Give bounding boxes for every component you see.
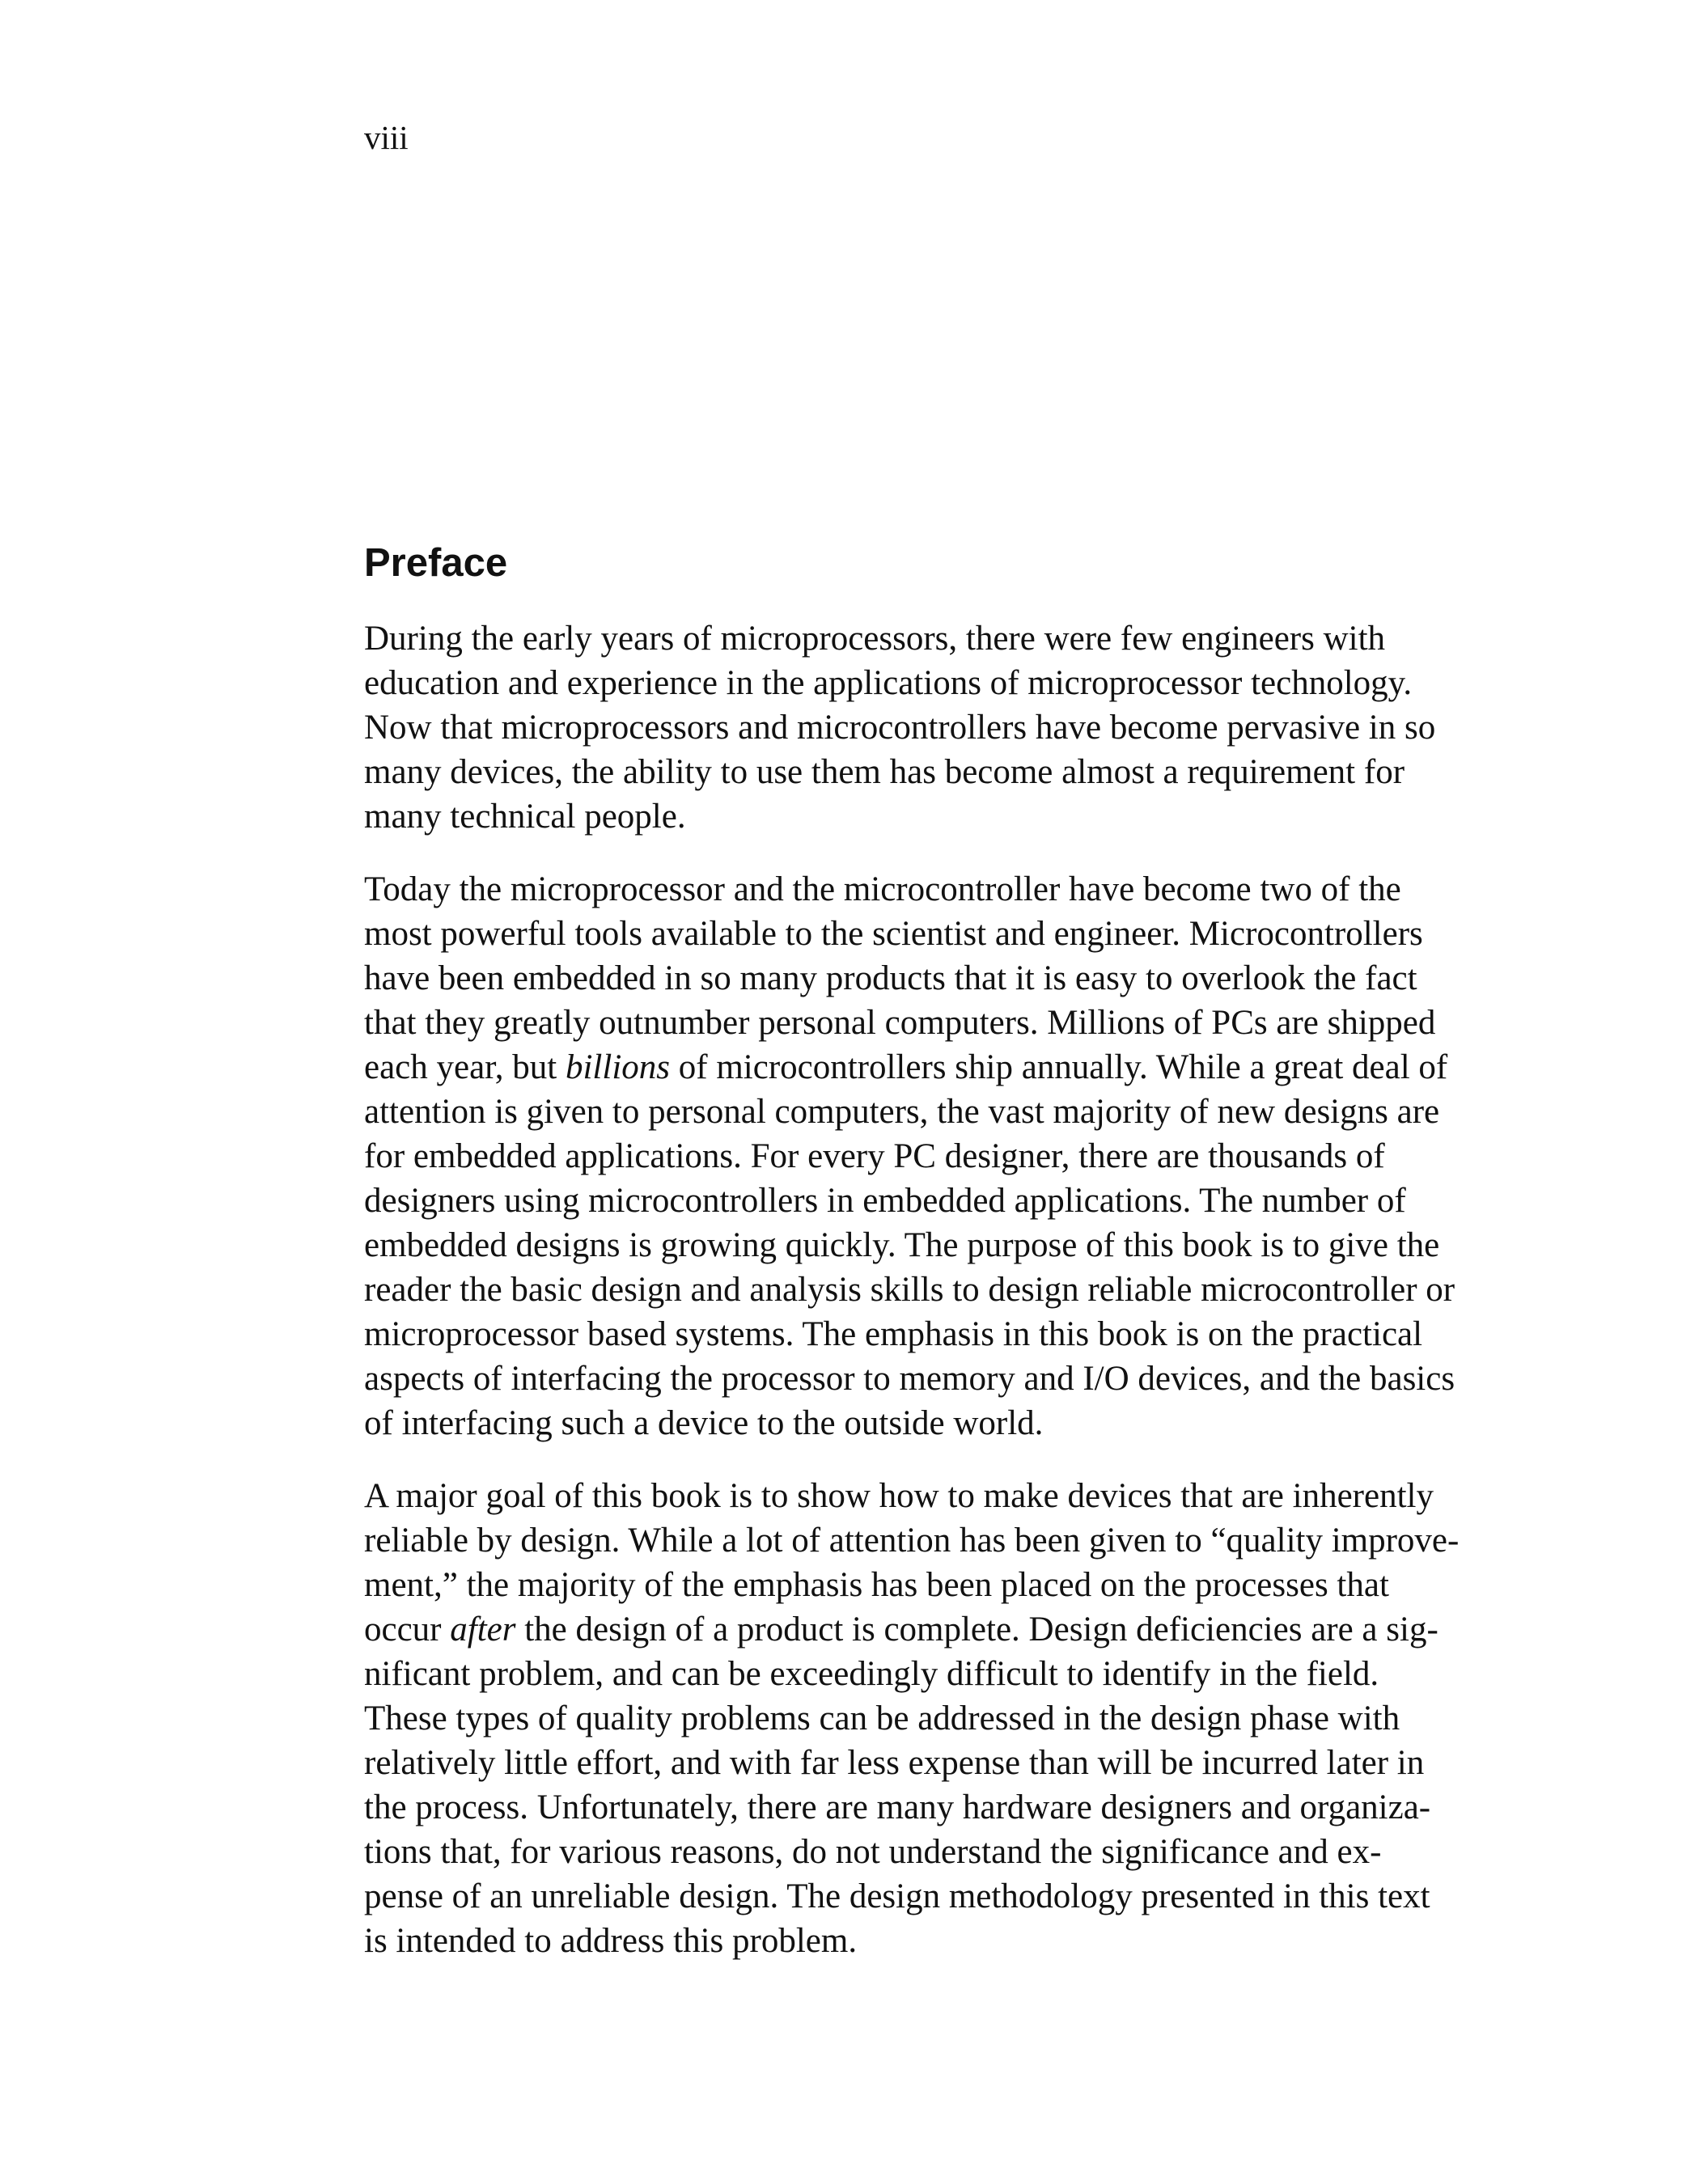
text-line: Today the microprocessor and the microcontroller have become two of the	[364, 870, 1401, 908]
emphasis-text: after	[450, 1610, 516, 1649]
text-line: During the early years of microprocessors, there were few engineers with	[364, 620, 1386, 658]
text-line: is intended to address this problem.	[364, 1922, 858, 1960]
text-line: education and experience in the applications of microprocessor technology.	[364, 664, 1413, 702]
page-number: viii	[364, 119, 409, 156]
text-line: These types of quality problems can be addressed in the design phase with	[364, 1699, 1400, 1737]
text-line: occur after the design of a product is complete. Design deficiencies are a sig-	[364, 1610, 1438, 1649]
text-line: designers using microcontrollers in embedded applications. The number of	[364, 1182, 1406, 1220]
text-line: each year, but billions of microcontrollers ship annually. While a great deal of	[364, 1048, 1448, 1086]
text-line: Now that microprocessors and microcontrollers have become pervasive in so	[364, 709, 1436, 747]
text-line: that they greatly outnumber personal computers. Millions of PCs are shipped	[364, 1004, 1436, 1042]
paragraph	[364, 616, 1513, 839]
section-title: Preface	[364, 541, 508, 585]
text-line: attention is given to personal computers, the vast majority of new designs are	[364, 1093, 1440, 1131]
text-line: pense of an unreliable design. The design methodology presented in this text	[364, 1877, 1430, 1915]
emphasis-text: billions	[565, 1048, 671, 1086]
text-line: ment,” the majority of the emphasis has been placed on the processes that	[364, 1566, 1389, 1604]
paragraph	[364, 867, 1513, 1445]
text-line: A major goal of this book is to show how to make devices that are inherently	[364, 1477, 1434, 1515]
text-line: tions that, for various reasons, do not understand the significance and ex-	[364, 1833, 1382, 1871]
text-line: have been embedded in so many products that it is easy to overlook the fact	[364, 959, 1417, 997]
text-line: microprocessor based systems. The emphasis in this book is on the practical	[364, 1315, 1423, 1353]
text-line: for embedded applications. For every PC designer, there are thousands of	[364, 1137, 1385, 1175]
text-line: nificant problem, and can be exceedingly difficult to identify in the field.	[364, 1655, 1379, 1693]
text-line: of interfacing such a device to the outside world.	[364, 1404, 1044, 1442]
text-line: reader the basic design and analysis skills to design reliable microcontroller or	[364, 1271, 1455, 1309]
text-line: many devices, the ability to use them has become almost a requirement for	[364, 753, 1405, 791]
text-line: aspects of interfacing the processor to memory and I/O devices, and the basics	[364, 1360, 1455, 1398]
text-line: many technical people.	[364, 798, 686, 836]
text-line: embedded designs is growing quickly. The purpose of this book is to give the	[364, 1226, 1440, 1264]
text-line: reliable by design. While a lot of attention has been given to “quality improve-	[364, 1522, 1460, 1560]
text-line: the process. Unfortunately, there are many hardware designers and organiza-	[364, 1788, 1431, 1826]
preface-body	[364, 616, 1513, 1991]
paragraph	[364, 1474, 1513, 1963]
text-line: most powerful tools available to the scientist and engineer. Microcontrollers	[364, 915, 1423, 953]
text-line: relatively little effort, and with far less expense than will be incurred later in	[364, 1744, 1425, 1782]
